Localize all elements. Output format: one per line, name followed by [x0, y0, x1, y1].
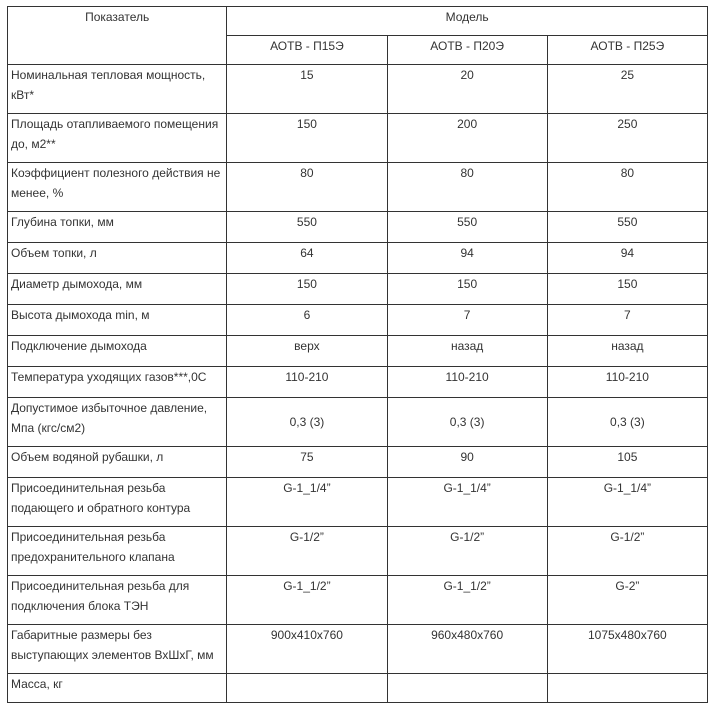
- row-value: 550: [227, 212, 387, 243]
- table-row: [8, 576, 708, 625]
- row-value: [547, 674, 707, 703]
- table-row: [8, 527, 708, 576]
- table-row: [8, 163, 708, 212]
- row-value: G-1_1/2”: [227, 576, 387, 625]
- row-value: 7: [387, 305, 547, 336]
- specs-table: [7, 6, 708, 703]
- row-value: 20: [387, 65, 547, 114]
- row-value: 25: [547, 65, 707, 114]
- row-value: G-1/2”: [227, 527, 387, 576]
- table-row: [8, 274, 708, 305]
- row-value: G-1/2”: [387, 527, 547, 576]
- table-row: [8, 398, 708, 447]
- row-value: 80: [547, 163, 707, 212]
- header-model: Модель: [227, 7, 708, 36]
- table-row: [8, 305, 708, 336]
- row-value: G-1_1/4”: [387, 478, 547, 527]
- table-row: [8, 478, 708, 527]
- row-value: 94: [387, 243, 547, 274]
- row-value: 94: [547, 243, 707, 274]
- row-value: G-1_1/2”: [387, 576, 547, 625]
- header-model-3: АОТВ - П25Э: [547, 36, 707, 65]
- header-model-2: АОТВ - П20Э: [387, 36, 547, 65]
- table-row: [8, 65, 708, 114]
- row-label: Присоединительная резьба для подключения блока ТЭН: [8, 576, 227, 625]
- row-value: 80: [227, 163, 387, 212]
- row-label: Объем водяной рубашки, л: [8, 447, 227, 478]
- row-value: 15: [227, 65, 387, 114]
- row-label: Габаритные размеры без выступающих элементов ВхШхГ, мм: [8, 625, 227, 674]
- row-label: Глубина топки, мм: [8, 212, 227, 243]
- table-row: [8, 212, 708, 243]
- row-value: назад: [547, 336, 707, 367]
- table-row: [8, 114, 708, 163]
- row-value: G-1_1/4”: [547, 478, 707, 527]
- row-value: 150: [547, 274, 707, 305]
- header-model-1: АОТВ - П15Э: [227, 36, 387, 65]
- row-label: Масса, кг: [8, 674, 227, 703]
- row-value: 90: [387, 447, 547, 478]
- table-row: [8, 367, 708, 398]
- row-value: G-1/2”: [547, 527, 707, 576]
- header-param: Показатель: [8, 7, 227, 65]
- row-label: Температура уходящих газов***,0С: [8, 367, 227, 398]
- row-value: 250: [547, 114, 707, 163]
- row-value: 80: [387, 163, 547, 212]
- row-label: Диаметр дымохода, мм: [8, 274, 227, 305]
- row-value: 150: [387, 274, 547, 305]
- row-value: назад: [387, 336, 547, 367]
- row-value: [387, 674, 547, 703]
- row-value: 0,3 (3): [547, 398, 707, 447]
- table-row: [8, 243, 708, 274]
- row-value: 1075х480х760: [547, 625, 707, 674]
- row-value: 7: [547, 305, 707, 336]
- row-value: 0,3 (3): [387, 398, 547, 447]
- row-label: Присоединительная резьба подающего и обратного контура: [8, 478, 227, 527]
- row-label: Высота дымохода min, м: [8, 305, 227, 336]
- table-row: [8, 336, 708, 367]
- row-value: [227, 674, 387, 703]
- row-value: 960х480х760: [387, 625, 547, 674]
- row-value: 900х410х760: [227, 625, 387, 674]
- row-value: 105: [547, 447, 707, 478]
- row-value: 110-210: [547, 367, 707, 398]
- row-value: G-1_1/4”: [227, 478, 387, 527]
- row-value: 550: [547, 212, 707, 243]
- row-value: 110-210: [227, 367, 387, 398]
- row-label: Присоединительная резьба предохранительного клапана: [8, 527, 227, 576]
- row-value: 200: [387, 114, 547, 163]
- row-value: 6: [227, 305, 387, 336]
- row-value: 150: [227, 274, 387, 305]
- row-label: Номинальная тепловая мощность, кВт*: [8, 65, 227, 114]
- row-label: Площадь отапливаемого помещения до, м2**: [8, 114, 227, 163]
- table-row: [8, 447, 708, 478]
- row-label: Коэффициент полезного действия не менее, %: [8, 163, 227, 212]
- row-value: верх: [227, 336, 387, 367]
- row-value: 64: [227, 243, 387, 274]
- row-label: Объем топки, л: [8, 243, 227, 274]
- row-value: 0,3 (3): [227, 398, 387, 447]
- row-value: G-2”: [547, 576, 707, 625]
- table-row: [8, 625, 708, 674]
- row-label: Подключение дымохода: [8, 336, 227, 367]
- row-value: 75: [227, 447, 387, 478]
- row-label: Допустимое избыточное давление, Мпа (кгс/см2): [8, 398, 227, 447]
- table-row: [8, 674, 708, 703]
- row-value: 550: [387, 212, 547, 243]
- row-value: 110-210: [387, 367, 547, 398]
- row-value: 150: [227, 114, 387, 163]
